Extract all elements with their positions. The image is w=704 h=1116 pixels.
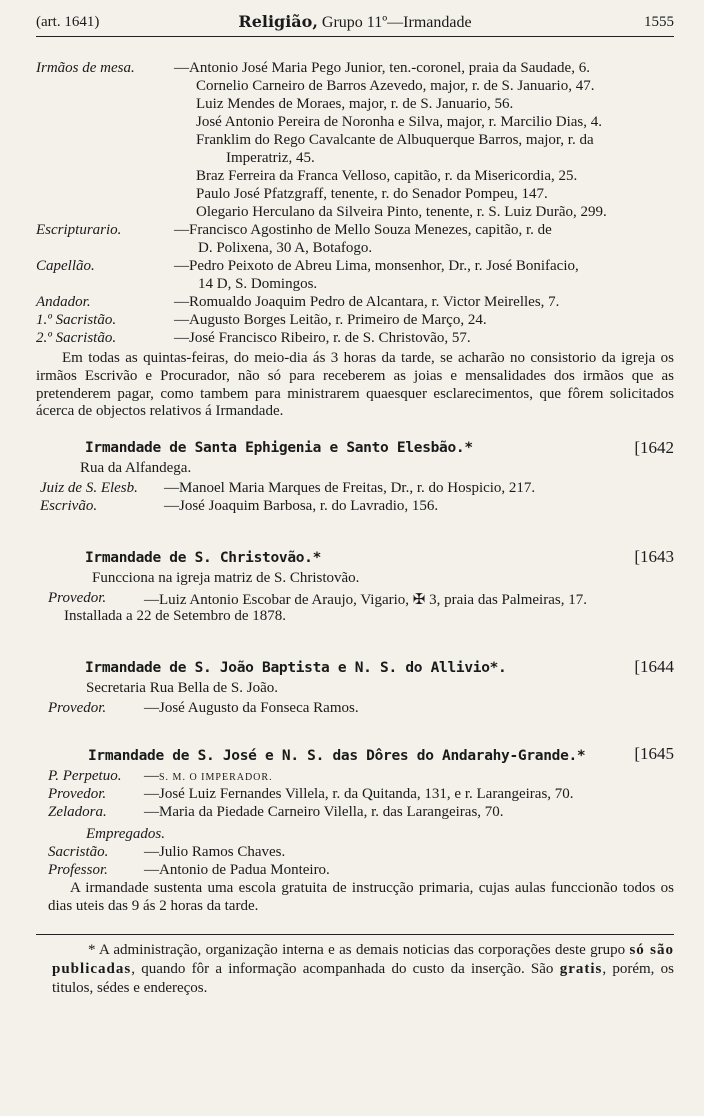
header-title-rest: Grupo 11º—Irmandade [317,14,472,31]
section-subtitle: Rua da Alfandega. [80,460,192,476]
entry-label: Escripturario. [36,222,122,238]
entry-label: Provedor. [48,590,107,606]
employees-heading: Empregados. [86,826,166,842]
entry-text: —Francisco Agostinho de Mello Souza Menezes, capitão, r. de [174,222,552,238]
entry-text: Franklim do Rego Cavalcante de Albuquerque Barros, major, r. da [196,132,594,148]
entry-label: 2.º Sacristão. [36,330,117,346]
footnote [52,941,674,998]
entry-label: Irmãos de mesa. [36,60,135,76]
section-title: Irmandade de S. João Baptista e N. S. do Allivio*. [85,660,507,676]
entry-label: Escrivão. [40,498,98,514]
header-title-bold: Religião, [238,12,318,31]
entry-text: —José Augusto da Fonseca Ramos. [144,700,359,716]
header-title [36,12,674,32]
entry-label: Andador. [36,294,91,310]
section-number: [1642 [634,438,674,457]
entry-label: Professor. [48,862,108,878]
footnote-emphasis: só são publicadas [52,942,674,977]
section-subtitle: Funcciona na igreja matriz de S. Christovão. [92,570,360,586]
header-rule [36,36,674,37]
footnote-rule [36,934,674,935]
footnote-emphasis: gratis [559,961,603,977]
entry-text: Olegario Herculano da Silveira Pinto, tenente, r. S. Luiz Durão, 299. [196,204,607,220]
section-title: Irmandade de S. José e N. S. das Dôres do Andarahy-Grande.* [88,748,586,764]
entry-text: —S. M. O IMPERADOR. [144,768,273,784]
footnote-part: * A administração, organização interna e as demais noticias das corporações deste grupo [88,942,630,958]
header-article-ref: (art. 1641) [36,14,100,30]
entry-label: Provedor. [48,700,107,716]
entry-text: —José Joaquim Barbosa, r. do Lavradio, 156. [164,498,439,514]
section-number: [1644 [634,657,674,676]
entry-text: Paulo José Pfatzgraff, tenente, r. do Senador Pompeu, 147. [196,186,548,202]
entry-text: —Antonio José Maria Pego Junior, ten.-coronel, praia da Saudade, 6. [174,60,590,76]
entry-text: Cornelio Carneiro de Barros Azevedo, major, r. de S. Januario, 47. [196,78,595,94]
entry-text: —Luiz Antonio Escobar de Araujo, Vigario, ✠ 3, praia das Palmeiras, 17. [144,592,587,608]
entry-label: 1.º Sacristão. [36,312,117,328]
section-number: [1643 [634,547,674,566]
entry-text: —Manoel Maria Marques de Freitas, Dr., r. do Hospicio, 217. [164,480,536,496]
entry-text: —Augusto Borges Leitão, r. Primeiro de Março, 24. [174,312,487,328]
page-number: 1555 [644,14,674,30]
entry-label: Zeladora. [48,804,107,820]
section-subtitle: Secretaria Rua Bella de S. João. [86,680,279,696]
entry-label: Provedor. [48,786,107,802]
entry-text: Imperatriz, 45. [226,150,315,166]
entry-label: Sacristão. [48,844,109,860]
entry-text: —Romualdo Joaquim Pedro de Alcantara, r. Victor Meirelles, 7. [174,294,560,310]
entry-text: José Antonio Pereira de Noronha e Silva, major, r. Marcilio Dias, 4. [196,114,602,130]
entry-text: —José Luiz Fernandes Villela, r. da Quitanda, 131, e r. Larangeiras, 70. [144,786,574,802]
running-header [36,12,674,34]
entry-text: —Julio Ramos Chaves. [144,844,286,860]
entry-text: D. Polixena, 30 A, Botafogo. [198,240,373,256]
school-paragraph: A irmandade sustenta uma escola gratuita de instrucção primaria, cujas aulas funccionão todos os dias uteis das 9 ás 2 horas da tarde. [48,880,674,914]
entry-text: —Antonio de Padua Monteiro. [144,862,330,878]
footnote-part: , porém, os titulos, sédes e endereços. [52,961,674,996]
entry-label: Capellão. [36,258,95,274]
installation-date: Installada a 22 de Setembro de 1878. [64,608,287,624]
entry-text: —Maria da Piedade Carneiro Vilella, r. das Larangeiras, 70. [144,804,504,820]
section-title: Irmandade de S. Christovão.* [85,550,322,566]
entry-text: 14 D, S. Domingos. [198,276,318,292]
entry-text: Braz Ferreira da Franca Velloso, capitão, r. da Misericordia, 25. [196,168,578,184]
section-title: Irmandade de Santa Ephigenia e Santo Elesbão.* [85,440,473,456]
consistorio-paragraph: Em todas as quintas-feiras, do meio-dia ás 3 horas da tarde, se acharão no consistorio da igreja os irmãos Escrivão e Procurador, não só para receberem as joias e mensalidades dos irmãos que as pretenderem pagar, como tambem para ministrarem quaesquer esclarecimentos, que fôrem solicitados ácerca de objectos relativos á Irmandade. [36,350,674,420]
entry-text: —Pedro Peixoto de Abreu Lima, monsenhor, Dr., r. José Bonifacio, [174,258,579,274]
emperor-smallcaps: S. M. O IMPERADOR. [159,772,273,783]
footnote-part: , quando fôr a informação acompanhada do custo da inserção. São [131,961,560,977]
section-number: [1645 [634,744,674,763]
entry-text: Luiz Mendes de Moraes, major, r. de S. Januario, 56. [196,96,514,112]
entry-text: —José Francisco Ribeiro, r. de S. Christovão, 57. [174,330,471,346]
entry-label: P. Perpetuo. [48,768,122,784]
entry-label: Juiz de S. Elesb. [40,480,138,496]
